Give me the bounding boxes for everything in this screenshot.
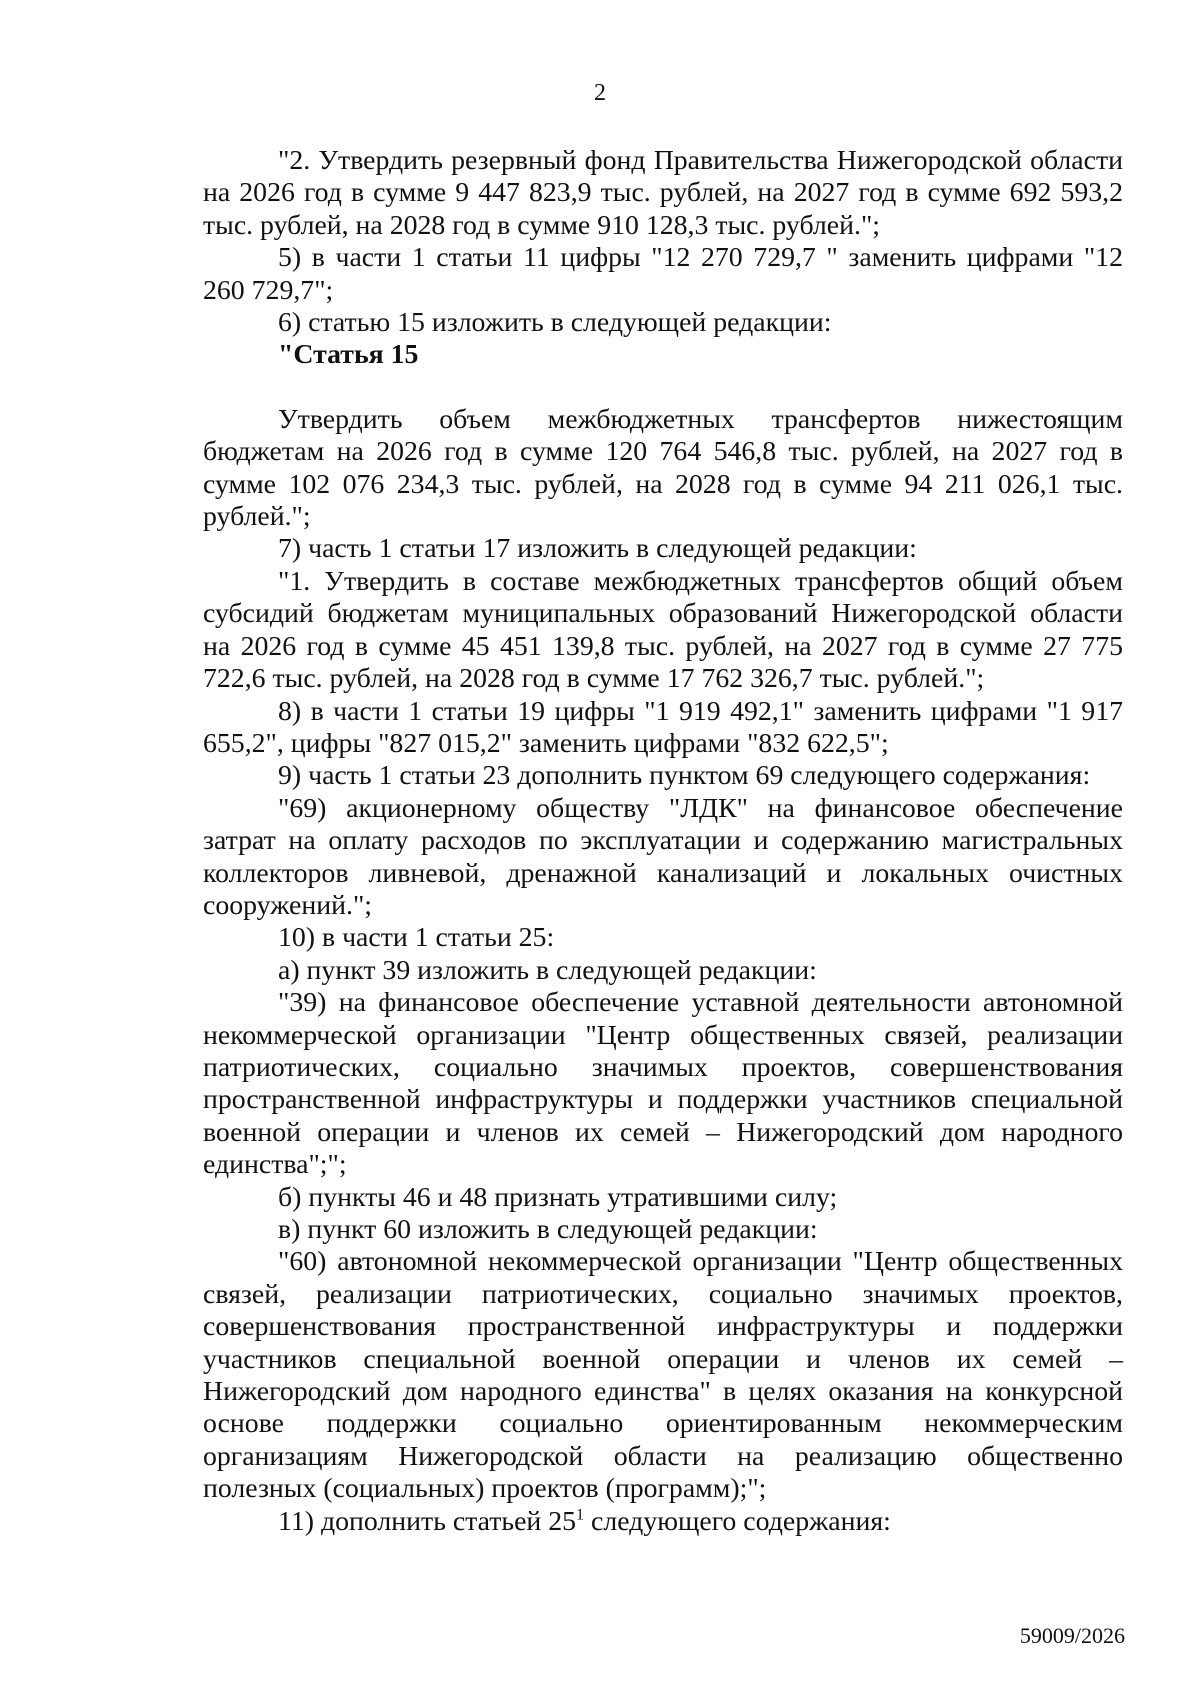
paragraph-item-9: 9) часть 1 статьи 23 дополнить пунктом 69 следующего содержания: [278, 760, 1091, 792]
page-number: 2 [594, 80, 606, 106]
spacer [203, 372, 1123, 404]
item-11-text-before: 11) дополнить статьей 25 [278, 1505, 577, 1537]
paragraph-item-6: 6) статью 15 изложить в следующей редакции: [278, 307, 832, 339]
paragraph-item-5: 5) в части 1 статьи 11 цифры "12 270 729,7 " заменить цифрами "12 260 729,7"; [203, 242, 1123, 306]
document-code: 59009/2026 [1019, 1623, 1125, 1648]
item-11-text-after: следующего содержания: [584, 1505, 891, 1537]
paragraph-point-60: "60) автономной некоммерческой организации "Центр общественных связей, реализации патриотических, социально значимых проектов, совершенствования пространственной инфраструктуры и поддержки участников специальной военной операции и членов их семей – Нижегородский дом народного единства" в целях оказания на конкурсной основе поддержки социально ориентированным некоммерческим организациям Нижегородской области на реализацию общественно полезных (социальных) проектов (программ);"; [203, 1246, 1123, 1505]
article-superscript: 1 [576, 1506, 585, 1524]
paragraph-subitem-v: в) пункт 60 изложить в следующей редакции: [278, 1214, 818, 1245]
paragraph-article-15-text: Утвердить объем межбюджетных трансфертов нижестоящим бюджетам на 2026 год в сумме 120 764 546,8 тыс. рублей, на 2027 год в сумме 102 076 234,3 тыс. рублей, на 2028 год в сумме 94 211 026,1 тыс. рублей."; [203, 403, 1123, 533]
paragraph-item-8: 8) в части 1 статьи 19 цифры "1 919 492,1" заменить цифрами "1 917 655,2", цифры "827 015,2" заменить цифрами "832 622,5"; [203, 695, 1123, 759]
paragraph-item-11 [203, 1506, 1123, 1538]
paragraph-subitem-a: а) пункт 39 изложить в следующей редакции: [278, 954, 817, 986]
article-15-heading: "Статья 15 [278, 339, 419, 371]
paragraph-subitem-b: б) пункты 46 и 48 признать утратившими силу; [278, 1181, 838, 1213]
paragraph-point-69: "69) акционерному обществу "ЛДК" на финансовое обеспечение затрат на оплату расходов по эксплуатации и содержанию магистральных коллекторов ливневой, дренажной канализаций и локальных очистных сооружений."; [203, 792, 1123, 921]
paragraph-subsidies: "1. Утвердить в составе межбюджетных трансфертов общий объем субсидий бюджетам муниципальных образований Нижегородской области на 2026 год в сумме 45 451 139,8 тыс. рублей, на 2027 год в сумме 27 775 722,6 тыс. рублей, на 2028 год в сумме 17 762 326,7 тыс. рублей."; [203, 565, 1123, 695]
paragraph-reserve-fund: "2. Утвердить резервный фонд Правительства Нижегородской области на 2026 год в сумме 9 447 823,9 тыс. рублей, на 2027 год в сумме 692 593,2 тыс. рублей, на 2028 год в сумме 910 128,3 тыс. рублей."; [203, 145, 1123, 241]
paragraph-point-39: "39) на финансовое обеспечение уставной деятельности автономной некоммерческой организации "Центр общественных связей, реализации патриотических, социально значимых проектов, совершенствования пространственной инфраструктуры и поддержки участников специальной военной операции и членов их семей – Нижегородский дом народного единства";"; [203, 987, 1123, 1181]
document-body [203, 145, 1123, 1538]
paragraph-item-7: 7) часть 1 статьи 17 изложить в следующей редакции: [278, 533, 917, 565]
paragraph-item-10: 10) в части 1 статьи 25: [278, 922, 555, 954]
